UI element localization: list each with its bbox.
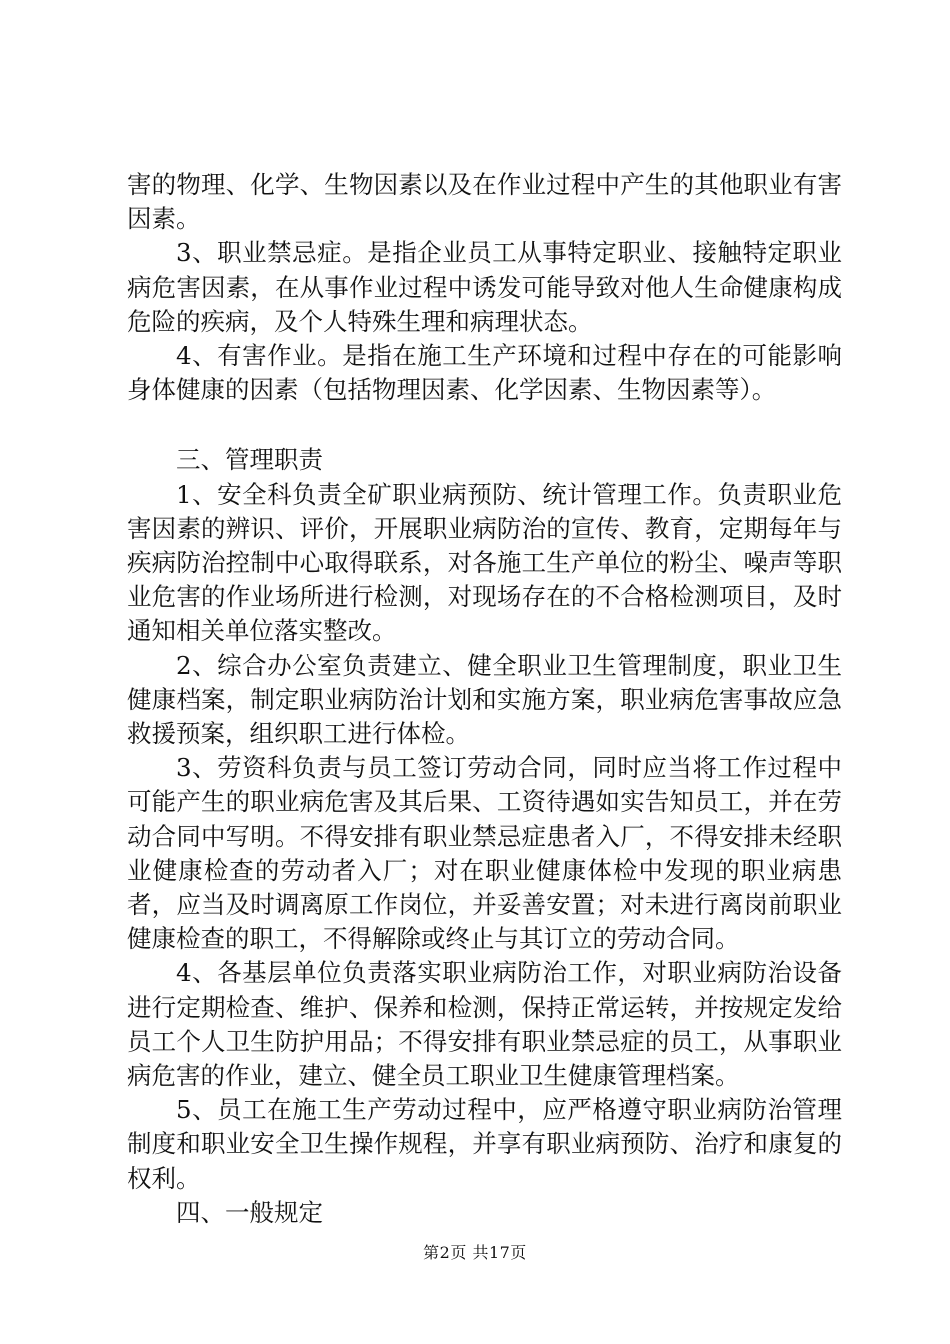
section-heading-general-rules: 四、一般规定	[176, 1197, 323, 1227]
paragraph-item-4-harmful-work: 4、有害作业。是指在施工生产环境和过程中存在的可能影响身体健康的因素（包括物理因素、化学因素、生物因素等）。	[127, 341, 842, 405]
paragraph-duty-5: 5、员工在施工生产劳动过程中，应严格遵守职业病防治管理制度和职业安全卫生操作规程，并享有职业病预防、治疗和康复的权利。	[127, 1095, 842, 1193]
document-body	[127, 168, 842, 1230]
section-heading-management-duties: 三、管理职责	[176, 445, 323, 475]
paragraph-duty-2: 2、综合办公室负责建立、健全职业卫生管理制度，职业卫生健康档案，制定职业病防治计划和实施方案，职业病危害事故应急救援预案，组织职工进行体检。	[127, 650, 842, 749]
paragraph-duty-1: 1、安全科负责全矿职业病预防、统计管理工作。负责职业危害因素的辨识、评价，开展职业病防治的宣传、教育，定期每年与疾病防治控制中心取得联系，对各施工生产单位的粉尘、噪声等职业危害的作业场所进行检测，对现场存在的不合格检测项目，及时通知相关单位落实整改。	[127, 479, 842, 646]
page-number-footer: 第2页 共17页	[423, 1243, 527, 1262]
paragraph-duty-4: 4、各基层单位负责落实职业病防治工作，对职业病防治设备进行定期检查、维护、保养和检测，保持正常运转，并按规定发给员工个人卫生防护用品；不得安排有职业禁忌症的员工，从事职业病危害的作业，建立、健全员工职业卫生健康管理档案。	[127, 958, 842, 1091]
paragraph-continuation: 害的物理、化学、生物因素以及在作业过程中产生的其他职业有害因素。	[127, 170, 842, 234]
paragraph-duty-3: 3、劳资科负责与员工签订劳动合同，同时应当将工作过程中可能产生的职业病危害及其后果、工资待遇如实告知员工，并在劳动合同中写明。不得安排有职业禁忌症患者入厂，不得安排未经职业健康检查的劳动者入厂；对在职业健康体检中发现的职业病患者，应当及时调离原工作岗位，并妥善安置；对未进行离岗前职业健康检查的职工，不得解除或终止与其订立的劳动合同。	[127, 753, 842, 954]
paragraph-item-3-contraindication: 3、职业禁忌症。是指企业员工从事特定职业、接触特定职业病危害因素，在从事作业过程中诱发可能导致对他人生命健康构成危险的疾病，及个人特殊生理和病理状态。	[127, 238, 842, 336]
